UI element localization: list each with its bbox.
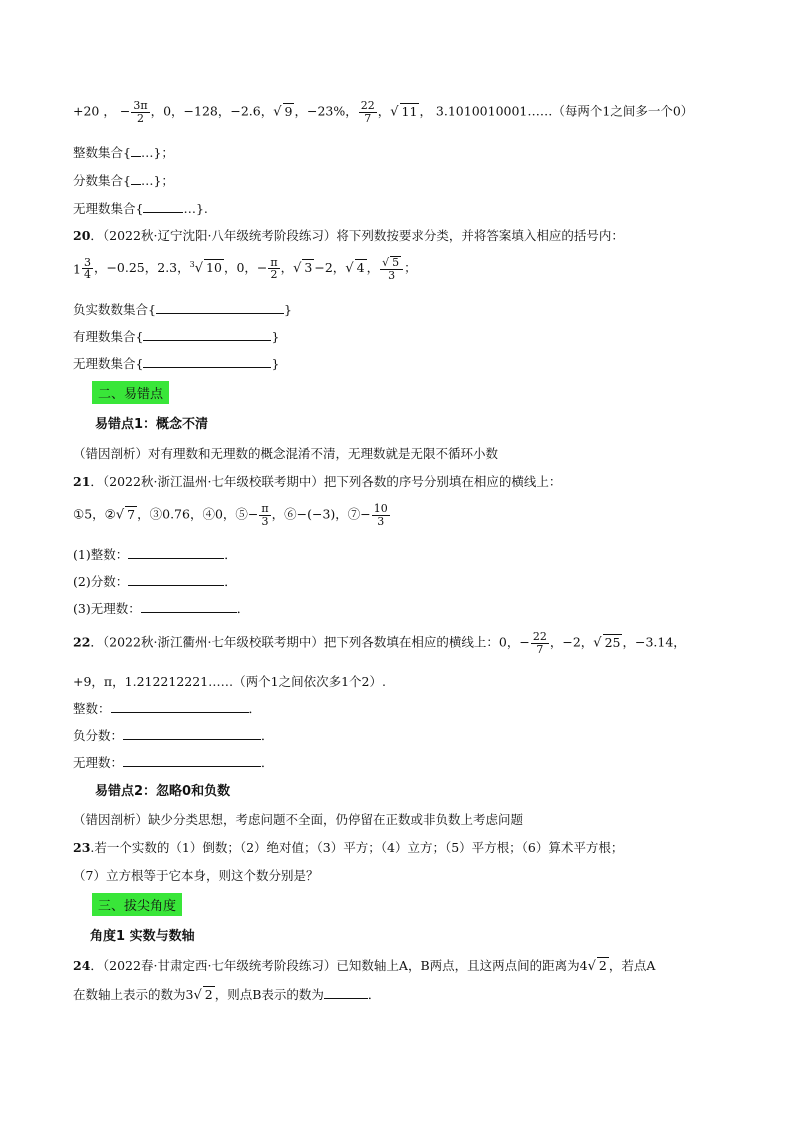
sqrt-icon: √ — [293, 261, 302, 277]
question-stem: ．（2022秋·浙江衢州·七年级校联考期中）把下列各数填在相应的横线上：0，− — [90, 634, 530, 650]
error-point-heading: 易错点1：概念不清 — [95, 417, 209, 432]
angle-heading: 角度1 实数与数轴 — [90, 929, 195, 944]
sqrt-icon: √ — [587, 959, 596, 974]
fraction-numerator: 3π — [133, 99, 148, 112]
answer-blank[interactable] — [111, 711, 249, 713]
fraction-numerator — [380, 256, 403, 270]
section-title: 三、拔尖角度 — [92, 893, 182, 916]
question-stem: .若一个实数的（1）倒数；（2）绝对值；（3）平方；（4）立方；（5）平方根；（6）算术平方根； — [90, 840, 624, 855]
fraction-numerator: 3 — [83, 255, 91, 269]
fraction-denominator: 3 — [377, 514, 385, 528]
q22-answer-3 — [73, 753, 274, 771]
label: 无理数集合{ — [73, 356, 144, 371]
q19-fractions — [73, 171, 174, 189]
label: 无理数集合{ — [73, 201, 144, 216]
q22-answer-1 — [73, 699, 261, 717]
answer-blank[interactable] — [141, 611, 237, 613]
question-number: 20 — [73, 228, 91, 243]
fraction — [268, 257, 279, 281]
error-analysis: （错因剖析）缺少分类思想，考虑问题不全面，仍停留在正数或非负数上考虑问题 — [73, 812, 524, 827]
fraction-numerator: 10 — [373, 502, 388, 515]
label: 负分数： — [73, 728, 124, 743]
radicand: 10 — [206, 260, 222, 276]
fraction-denominator: 4 — [83, 268, 91, 282]
q20-irrational — [73, 354, 279, 372]
q21-answer-3 — [73, 599, 249, 617]
radicand: 25 — [604, 634, 621, 650]
sqrt-icon: √ — [382, 256, 390, 269]
label: ． — [224, 547, 237, 562]
question-stem: 在数轴上表示的数为3 — [73, 987, 194, 1002]
label: (3)无理数： — [73, 601, 141, 616]
item-text: ，⑥−(−3)，⑦− — [271, 506, 371, 522]
answer-blank[interactable] — [128, 557, 224, 559]
mixed-number — [73, 257, 94, 281]
question-number: 23 — [73, 840, 91, 855]
error-analysis: （错因剖析）对有理数和无理数的概念混淆不清，无理数就是无限不循环小数 — [73, 446, 499, 461]
q21-items — [73, 503, 391, 527]
label: ． — [261, 728, 274, 743]
label: } — [283, 302, 292, 317]
ellipsis: … — [140, 145, 154, 160]
answer-blank[interactable] — [143, 211, 183, 213]
q23-line1 — [73, 838, 623, 856]
q22-line2: +9，π，1.212212221……（两个1之间依次多1个2）. — [73, 674, 386, 689]
q21-answer-1 — [73, 545, 237, 563]
item-text: ，−0.25，2.3， — [93, 260, 190, 276]
q21-stem — [73, 472, 561, 490]
ellipsis: … — [140, 173, 154, 188]
question-number: 24 — [73, 958, 91, 973]
fraction-denominator: 2 — [270, 268, 278, 282]
label: ． — [236, 601, 250, 616]
question-stem: ．（2022秋·辽宁沈阳·八年级统考阶段练习）将下列数按要求分类，并将答案填入相应的括号内： — [90, 228, 624, 243]
q24-line2 — [73, 985, 380, 1003]
q24-line1 — [73, 956, 655, 974]
question-number: 21 — [73, 474, 91, 489]
q20-stem — [73, 226, 624, 244]
item-text: ①5，② — [73, 506, 116, 522]
q20-items — [73, 256, 417, 281]
root-index: 3 — [189, 259, 195, 269]
fraction — [380, 256, 403, 281]
q20-neg-real — [73, 300, 292, 318]
question-stem: ，则点B表示的数为 — [214, 987, 324, 1002]
item-text: ， — [366, 260, 380, 276]
label: 分数集合{ — [73, 173, 131, 188]
item-text: ， — [280, 260, 294, 276]
fraction-numerator: 22 — [532, 630, 547, 643]
label: }； — [153, 173, 174, 188]
answer-blank[interactable] — [143, 339, 271, 341]
fraction-denominator: 3 — [261, 514, 269, 528]
q19-integers — [73, 143, 174, 161]
answer-blank[interactable] — [143, 366, 271, 368]
radicand: 9 — [284, 103, 293, 119]
fraction — [359, 100, 377, 124]
item-text: ，−23%， — [294, 103, 358, 119]
radicand: 2 — [204, 987, 213, 1002]
question-stem: ，若点A — [608, 958, 656, 973]
radicand: 2 — [598, 958, 607, 973]
fraction-numerator: 22 — [360, 99, 375, 112]
label: 整数集合{ — [73, 145, 131, 160]
answer-blank[interactable] — [128, 584, 224, 586]
item-text: +20 — [73, 103, 100, 119]
item-text: ，③0.76，④0，⑤− — [137, 506, 259, 522]
sqrt-icon: √ — [115, 507, 125, 523]
item-text: ， 3.1010010001……（每两个1之间多一个0） — [419, 103, 694, 119]
item-text: ，0，−128，−2.6， — [150, 103, 274, 119]
fraction — [259, 503, 270, 527]
item-text: ，−2， — [549, 634, 594, 650]
question-stem: ．（2022春·甘肃定西·七年级统考阶段练习）已知数轴上A，B两点，且这两点间的距离为4 — [90, 958, 588, 973]
item-text: ， — [377, 103, 391, 119]
answer-blank[interactable] — [131, 155, 141, 157]
answer-blank[interactable] — [156, 312, 284, 314]
sqrt-icon: √ — [345, 261, 354, 277]
answer-blank[interactable] — [324, 997, 368, 999]
label: ． — [367, 987, 381, 1002]
radicand: 7 — [127, 506, 136, 522]
fraction-numerator: π — [270, 255, 278, 269]
q19-irrational — [73, 199, 208, 217]
label: (2)分数： — [73, 574, 129, 589]
section-title: 二、易错点 — [92, 381, 169, 404]
label: 无理数： — [73, 755, 124, 770]
label: } — [271, 356, 280, 371]
sqrt-icon: √ — [593, 635, 602, 651]
item-text: ； — [404, 260, 417, 276]
label: } — [271, 329, 280, 344]
fraction-denominator: 3 — [388, 268, 396, 282]
ellipsis: … — [183, 201, 196, 216]
q22-stem — [73, 631, 686, 655]
radicand: 11 — [401, 103, 418, 119]
question-stem: ．（2022秋·浙江温州·七年级校联考期中）把下列各数的序号分别填在相应的横线上： — [90, 474, 562, 489]
radicand: 4 — [356, 260, 365, 276]
answer-blank[interactable] — [123, 765, 261, 767]
label: }. — [195, 201, 208, 216]
fraction-denominator: 2 — [136, 111, 144, 125]
fraction-denominator: 7 — [364, 111, 372, 125]
answer-blank[interactable] — [123, 738, 261, 740]
fraction — [82, 257, 93, 281]
q19-items — [73, 100, 693, 124]
radicand: 5 — [392, 256, 400, 269]
label: 整数： — [73, 701, 111, 716]
label: 有理数集合{ — [73, 329, 144, 344]
item-text: − — [119, 103, 131, 119]
item-text: ， — [99, 103, 116, 119]
fraction — [131, 100, 149, 124]
sqrt-icon: √ — [273, 104, 282, 120]
sqrt-icon: √ — [390, 104, 399, 120]
sqrt-icon: √ — [193, 988, 202, 1003]
fraction — [372, 503, 390, 527]
q22-answer-2 — [73, 726, 274, 744]
item-text: ，−3.14， — [622, 634, 686, 650]
question-number: 22 — [73, 634, 91, 650]
answer-blank[interactable] — [131, 183, 141, 185]
q23-line2: （7）立方根等于它本身，则这个数分别是？ — [73, 868, 319, 883]
label: (1)整数： — [73, 547, 129, 562]
item-text: ，0，− — [223, 260, 268, 276]
radicand: 3 — [304, 260, 313, 276]
error-point-heading: 易错点2：忽略0和负数 — [95, 784, 231, 799]
fraction-denominator: 7 — [536, 642, 544, 656]
item-text: −2， — [314, 260, 346, 276]
label: ． — [261, 755, 274, 770]
label: ． — [224, 574, 237, 589]
label: ． — [248, 701, 262, 716]
label: }； — [153, 145, 174, 160]
cube-root-icon: √ — [194, 261, 204, 277]
q21-answer-2 — [73, 572, 237, 590]
mixed-whole: 1 — [73, 261, 81, 277]
q20-rational — [73, 327, 279, 345]
fraction-numerator: π — [261, 502, 269, 515]
fraction — [531, 631, 549, 655]
label: 负实数数集合{ — [73, 302, 156, 317]
